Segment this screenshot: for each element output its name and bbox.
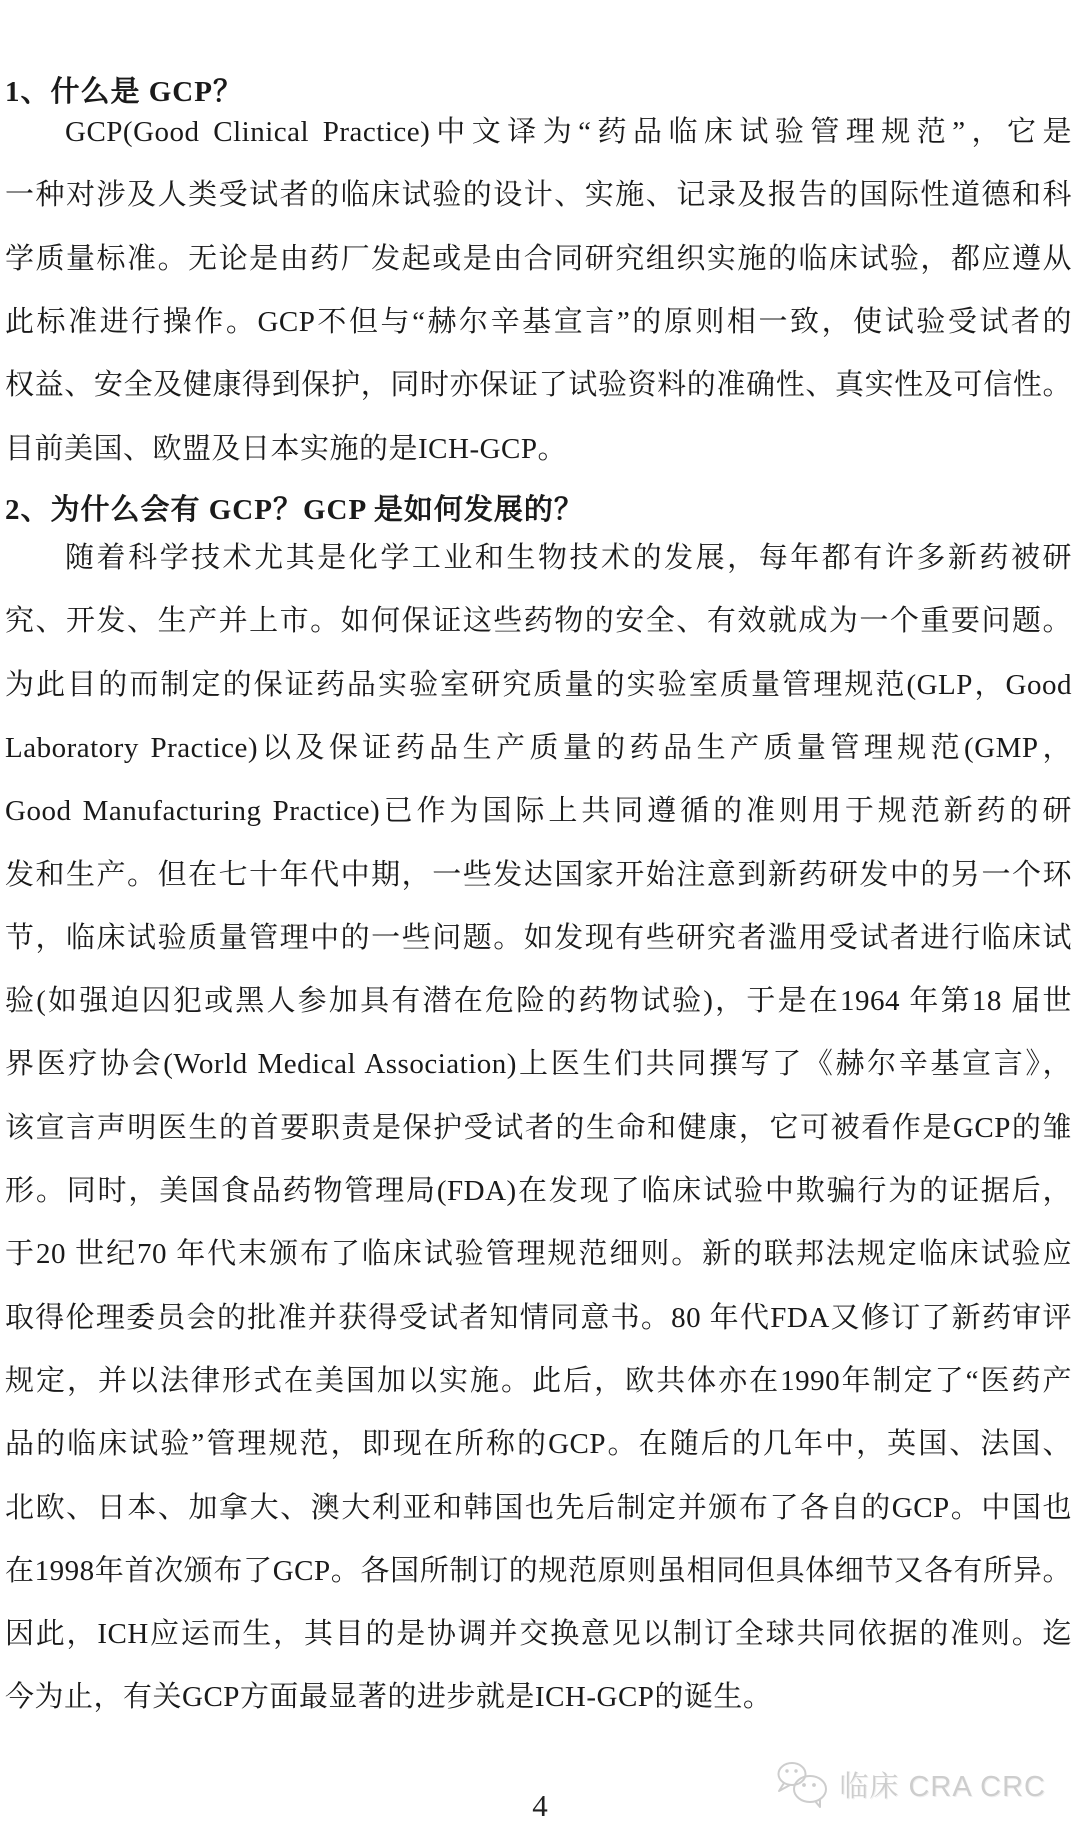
text-line: 此标准进行操作。GCP不但与“赫尔辛基宣言”的原则相一致，使试验受试者的 [5, 305, 1072, 338]
text-line: 节，临床试验质量管理中的一些问题。如发现有些研究者滥用受试者进行临床试 [5, 921, 1072, 954]
text-line: 规定，并以法律形式在美国加以实施。此后，欧共体亦在1990年制定了“医药产 [5, 1364, 1072, 1397]
text-line: 究、开发、生产并上市。如何保证这些药物的安全、有效就成为一个重要问题。 [5, 605, 1072, 638]
text-line: 形。同时，美国食品药物管理局(FDA)在发现了临床试验中欺骗行为的证据后， [5, 1175, 1072, 1207]
text-line: 取得伦理委员会的批准并获得受试者知情同意书。80 年代FDA又修订了新药审评 [5, 1301, 1072, 1334]
text-line: 今为止，有关GCP方面最显著的进步就是ICH-GCP的诞生。 [5, 1681, 773, 1714]
text-line: 验(如强迫囚犯或黑人参加具有潜在危险的药物试验)，于是在1964 年第18 届世 [5, 985, 1072, 1018]
page-number: 4 [532, 1788, 548, 1823]
text-line: 于20 世纪70 年代末颁布了临床试验管理规范细则。新的联邦法规定临床试验应 [5, 1238, 1072, 1271]
text-line: 目前美国、欧盟及日本实施的是ICH-GCP。 [5, 432, 568, 465]
text-line: 因此，ICH应运而生，其目的是协调并交换意见以制订全球共同依据的准则。迄 [5, 1618, 1072, 1651]
text-line: 权益、安全及健康得到保护，同时亦保证了试验资料的准确性、真实性及可信性。 [5, 369, 1072, 402]
text-line: 北欧、日本、加拿大、澳大利亚和韩国也先后制定并颁布了各自的GCP。中国也 [5, 1491, 1072, 1524]
text-line: 发和生产。但在七十年代中期，一些发达国家开始注意到新药研发中的另一个环 [5, 858, 1072, 891]
text-line: 为此目的而制定的保证药品实验室研究质量的实验室质量管理规范(GLP，Good [5, 668, 1072, 701]
text-line: 该宣言声明医生的首要职责是保护受试者的生命和健康，它可被看作是GCP的雏 [5, 1111, 1072, 1144]
text-line: 界医疗协会(World Medical Association)上医生们共同撰写了《赫尔辛基宣言》， [5, 1048, 1072, 1081]
section-heading: 2、为什么会有 GCP？GCP 是如何发展的？ [5, 494, 584, 526]
text-line: 一种对涉及人类受试者的临床试验的设计、实施、记录及报告的国际性道德和科 [5, 179, 1072, 212]
text-line: 品的临床试验”管理规范，即现在所称的GCP。在随后的几年中，英国、法国、 [5, 1428, 1072, 1461]
text-line: Good Manufacturing Practice)已作为国际上共同遵循的准则用于规范新药的研 [5, 795, 1072, 828]
text-line: 随着科学技术尤其是化学工业和生物技术的发展，每年都有许多新药被研 [65, 542, 1072, 574]
footer-brand-text: 临床 CRA CRC [839, 1770, 1046, 1803]
text-line: 学质量标准。无论是由药厂发起或是由合同研究组织实施的临床试验，都应遵从 [5, 242, 1072, 275]
text-line: GCP(Good Clinical Practice)中文译为“药品临床试验管理规范”，它是 [65, 116, 1072, 148]
text-line: 在1998年首次颁布了GCP。各国所制订的规范原则虽相同但具体细节又各有所异。 [5, 1554, 1072, 1587]
text-line: Laboratory Practice)以及保证药品生产质量的药品生产质量管理规范(GMP， [5, 731, 1072, 764]
section-heading: 1、什么是 GCP？ [5, 76, 243, 108]
